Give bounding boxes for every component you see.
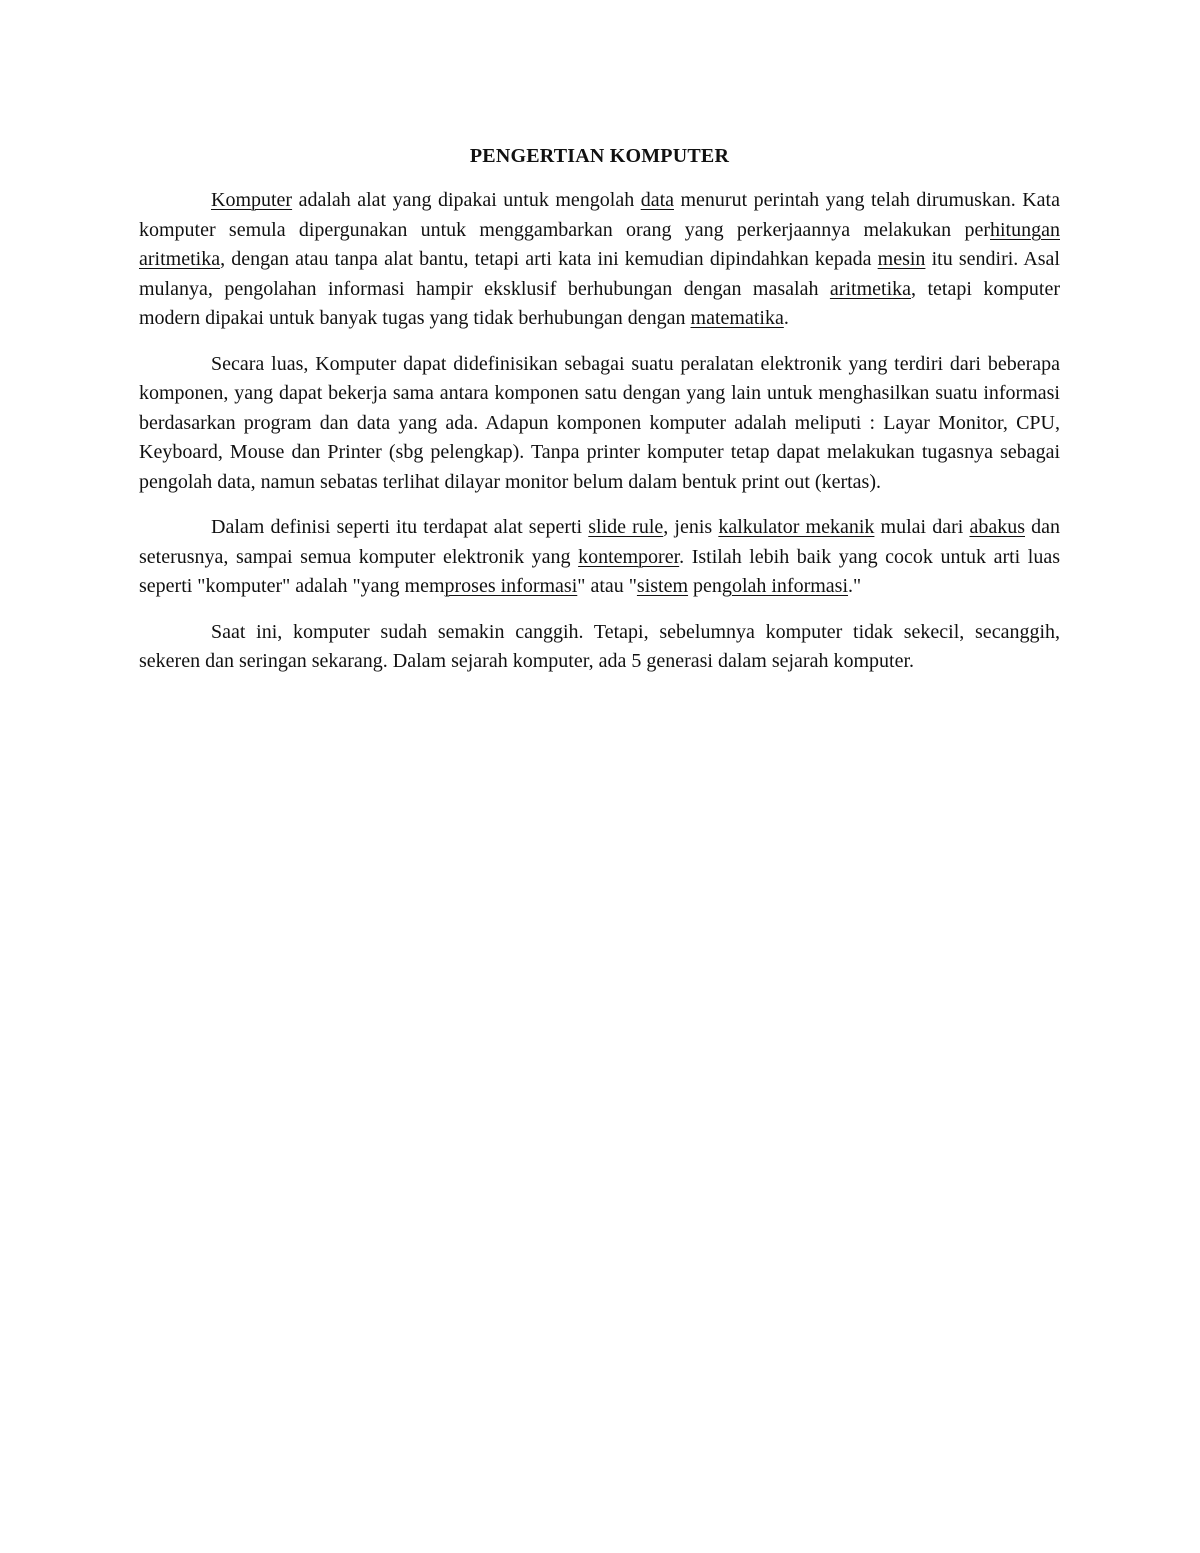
hyperlink[interactable]: mesin [877,248,926,270]
paragraph-text: dan seterusnya, sampai semua komputer elektronik yang [139,516,1061,568]
hyperlink[interactable]: aritmetika [829,277,911,300]
hyperlink[interactable]: aritmetika [139,248,221,270]
hyperlink[interactable]: Komputer [211,189,293,211]
document-title: PENGERTIAN KOMPUTER [469,145,730,167]
hyperlink[interactable]: sistem [636,575,689,597]
document-page [139,142,1060,693]
paragraph-text: , tetapi komputer modern dipakai untuk banyak tugas yang tidak berhubungan dengan [139,277,1060,329]
hyperlink[interactable]: matematika [690,307,784,329]
paragraph-text: , dengan atau tanpa alat bantu, tetapi arti kata ini kemudian dipindahkan kepada [220,248,878,270]
paragraph [139,186,1060,334]
paragraph-text: Saat ini, komputer sudah semakin canggih. Tetapi, sebelumnya komputer tidak sekecil, secanggih, sekeren dan seringan sekarang. Dalam sejarah komputer, ada 5 generasi dalam sejarah komputer. [139,620,1060,672]
paragraph-text: . Istilah lebih baik yang cocok untuk arti luas seperti "komputer" adalah "yang mem [139,545,1060,597]
hyperlink[interactable]: abakus [969,516,1025,538]
paragraph-text: itu sendiri. Asal mulanya, pengolahan informasi hampir eksklusif berhubungan dengan masalah [139,248,1060,300]
hyperlink[interactable]: hitungan [990,218,1060,241]
paragraph-text: Dalam definisi seperti itu terdapat alat seperti [211,516,589,538]
paragraph-text: ." [848,575,862,597]
hyperlink[interactable]: kalkulator mekanik [718,516,875,538]
hyperlink[interactable]: proses informasi [444,575,578,597]
hyperlink[interactable]: data [640,189,674,211]
hyperlink[interactable]: olah informasi [731,575,849,597]
paragraph-text: menurut perintah yang telah dirumuskan. Kata komputer semula dipergunakan untuk menggambarkan orang yang perkerjaannya melakukan per [139,189,1060,241]
paragraph-text: , jenis [663,516,719,538]
paragraph [139,618,1060,677]
hyperlink[interactable]: slide rule [588,516,664,538]
hyperlink[interactable]: kontemporer [578,545,680,568]
paragraph-text: peng [688,575,732,597]
paragraph [139,350,1060,498]
document-body [139,186,1060,677]
paragraph-text: " atau " [577,575,637,597]
paragraph-text: Secara luas, Komputer dapat didefinisikan sebagai suatu peralatan elektronik yang terdiri dari beberapa komponen, yang dapat bekerja sama antara komponen satu dengan yang lain untuk menghasilkan suatu informasi berdasarkan program dan data yang ada. Adapun komponen komputer adalah meliputi : Layar Monitor, CPU, Keyboard, Mouse dan Printer (sbg pelengkap). Tanpa printer komputer tetap dapat melakukan tugasnya sebagai pengolah data, namun sebatas terlihat dilayar monitor belum dalam bentuk print out (kertas). [139,352,1060,493]
paragraph-text: adalah alat yang dipakai untuk mengolah [292,189,641,211]
paragraph-text: . [783,307,789,329]
paragraph [139,513,1060,602]
paragraph-text: mulai dari [874,516,970,538]
